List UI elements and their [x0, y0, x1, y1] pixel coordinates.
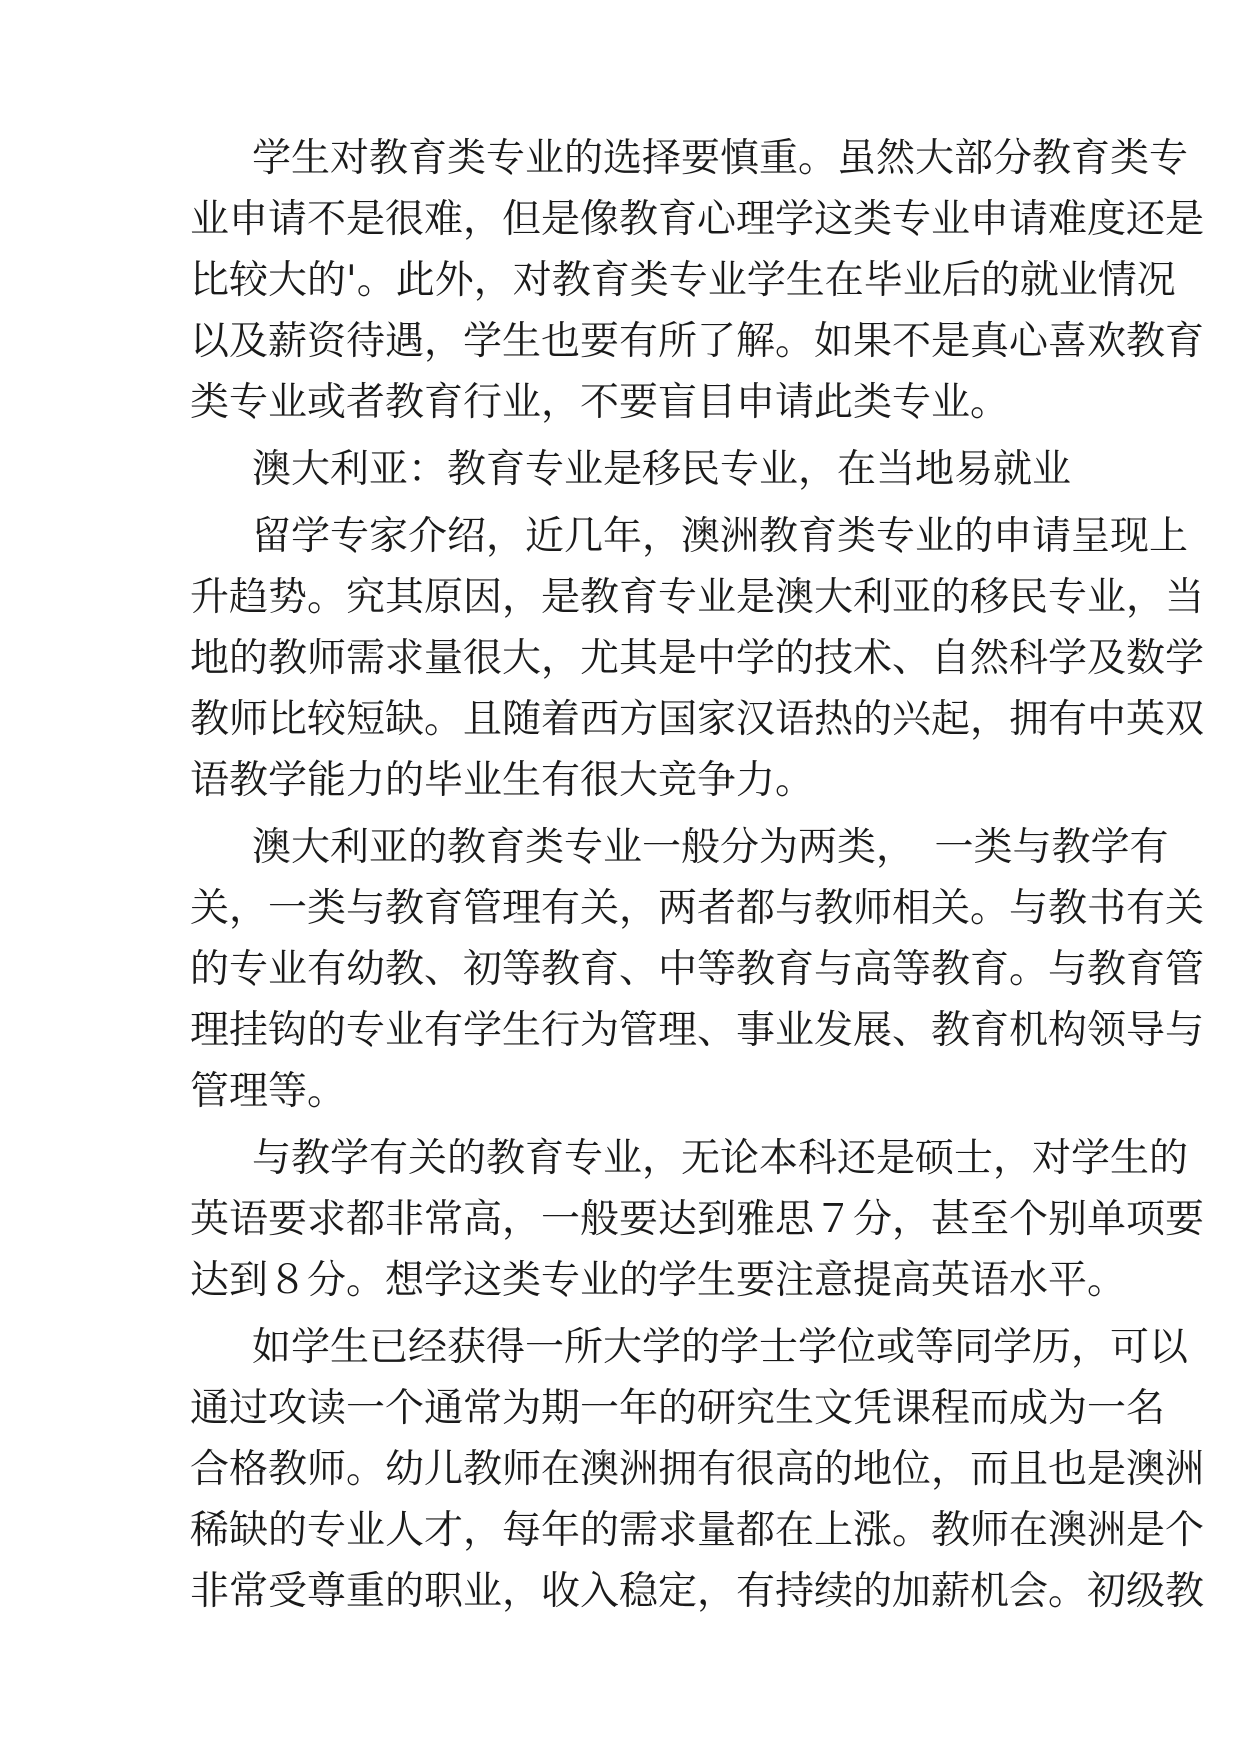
paragraph-4 — [190, 1128, 1205, 1311]
text-line: 升趋势。究其原因，是教育专业是澳大利亚的移民专业，当 — [190, 575, 1205, 620]
text-line: 非常受尊重的职业，收入稳定，有持续的加薪机会。初级教 — [190, 1569, 1205, 1614]
paragraph-2 — [190, 506, 1205, 811]
text-line: 如学生已经获得一所大学的学士学位或等同学历，可以 — [252, 1325, 1189, 1370]
text-line: 通过攻读一个通常为期一年的研究生文凭课程而成为一名 — [190, 1386, 1166, 1431]
section-heading — [190, 439, 1072, 500]
text-line: 稀缺的专业人才，每年的需求量都在上涨。教师在澳洲是个 — [190, 1508, 1205, 1553]
paragraph-5 — [190, 1317, 1205, 1622]
text-line: 管理等。 — [190, 1069, 347, 1114]
text-line: 英语要求都非常高，一般要达到雅思７分，甚至个别单项要 — [190, 1197, 1205, 1242]
text-line: 达到８分。想学这类专业的学生要注意提高英语水平。 — [190, 1258, 1127, 1303]
paragraph-3 — [190, 817, 1205, 1122]
text-line: 地的教师需求量很大，尤其是中学的技术、自然科学及数学 — [190, 636, 1205, 681]
text-line: 的专业有幼教、初等教育、中等教育与高等教育。与教育管 — [190, 947, 1205, 992]
text-line: 类专业或者教育行业，不要盲目申请此类专业。 — [190, 380, 1010, 425]
text-line: 合格教师。幼儿教师在澳洲拥有很高的地位，而且也是澳洲 — [190, 1447, 1205, 1492]
text-line: 关，一类与教育管理有关，两者都与教师相关。与教书有关 — [190, 886, 1205, 931]
text-line: 业申请不是很难，但是像教育心理学这类专业申请难度还是 — [190, 197, 1205, 242]
text-line: 教师比较短缺。且随着西方国家汉语热的兴起，拥有中英双 — [190, 697, 1205, 742]
document-body — [190, 128, 1205, 1622]
paragraph-1 — [190, 128, 1205, 433]
text-line: 学生对教育类专业的选择要慎重。虽然大部分教育类专 — [252, 136, 1189, 181]
text-line: 澳大利亚的教育类专业一般分为两类， 一类与教学有 — [252, 825, 1169, 870]
text-line: 理挂钩的专业有学生行为管理、事业发展、教育机构领导与 — [190, 1008, 1205, 1053]
text-line: 语教学能力的毕业生有很大竞争力。 — [190, 758, 815, 803]
text-line: 留学专家介绍，近几年，澳洲教育类专业的申请呈现上 — [252, 514, 1189, 559]
text-line: 与教学有关的教育专业，无论本科还是硕士，对学生的 — [252, 1136, 1189, 1181]
text-line: 以及薪资待遇，学生也要有所了解。如果不是真心喜欢教育 — [190, 319, 1205, 364]
heading-line: 澳大利亚：教育专业是移民专业，在当地易就业 — [252, 447, 1072, 492]
text-line: 比较大的'。此外，对教育类专业学生在毕业后的就业情况 — [190, 258, 1176, 303]
